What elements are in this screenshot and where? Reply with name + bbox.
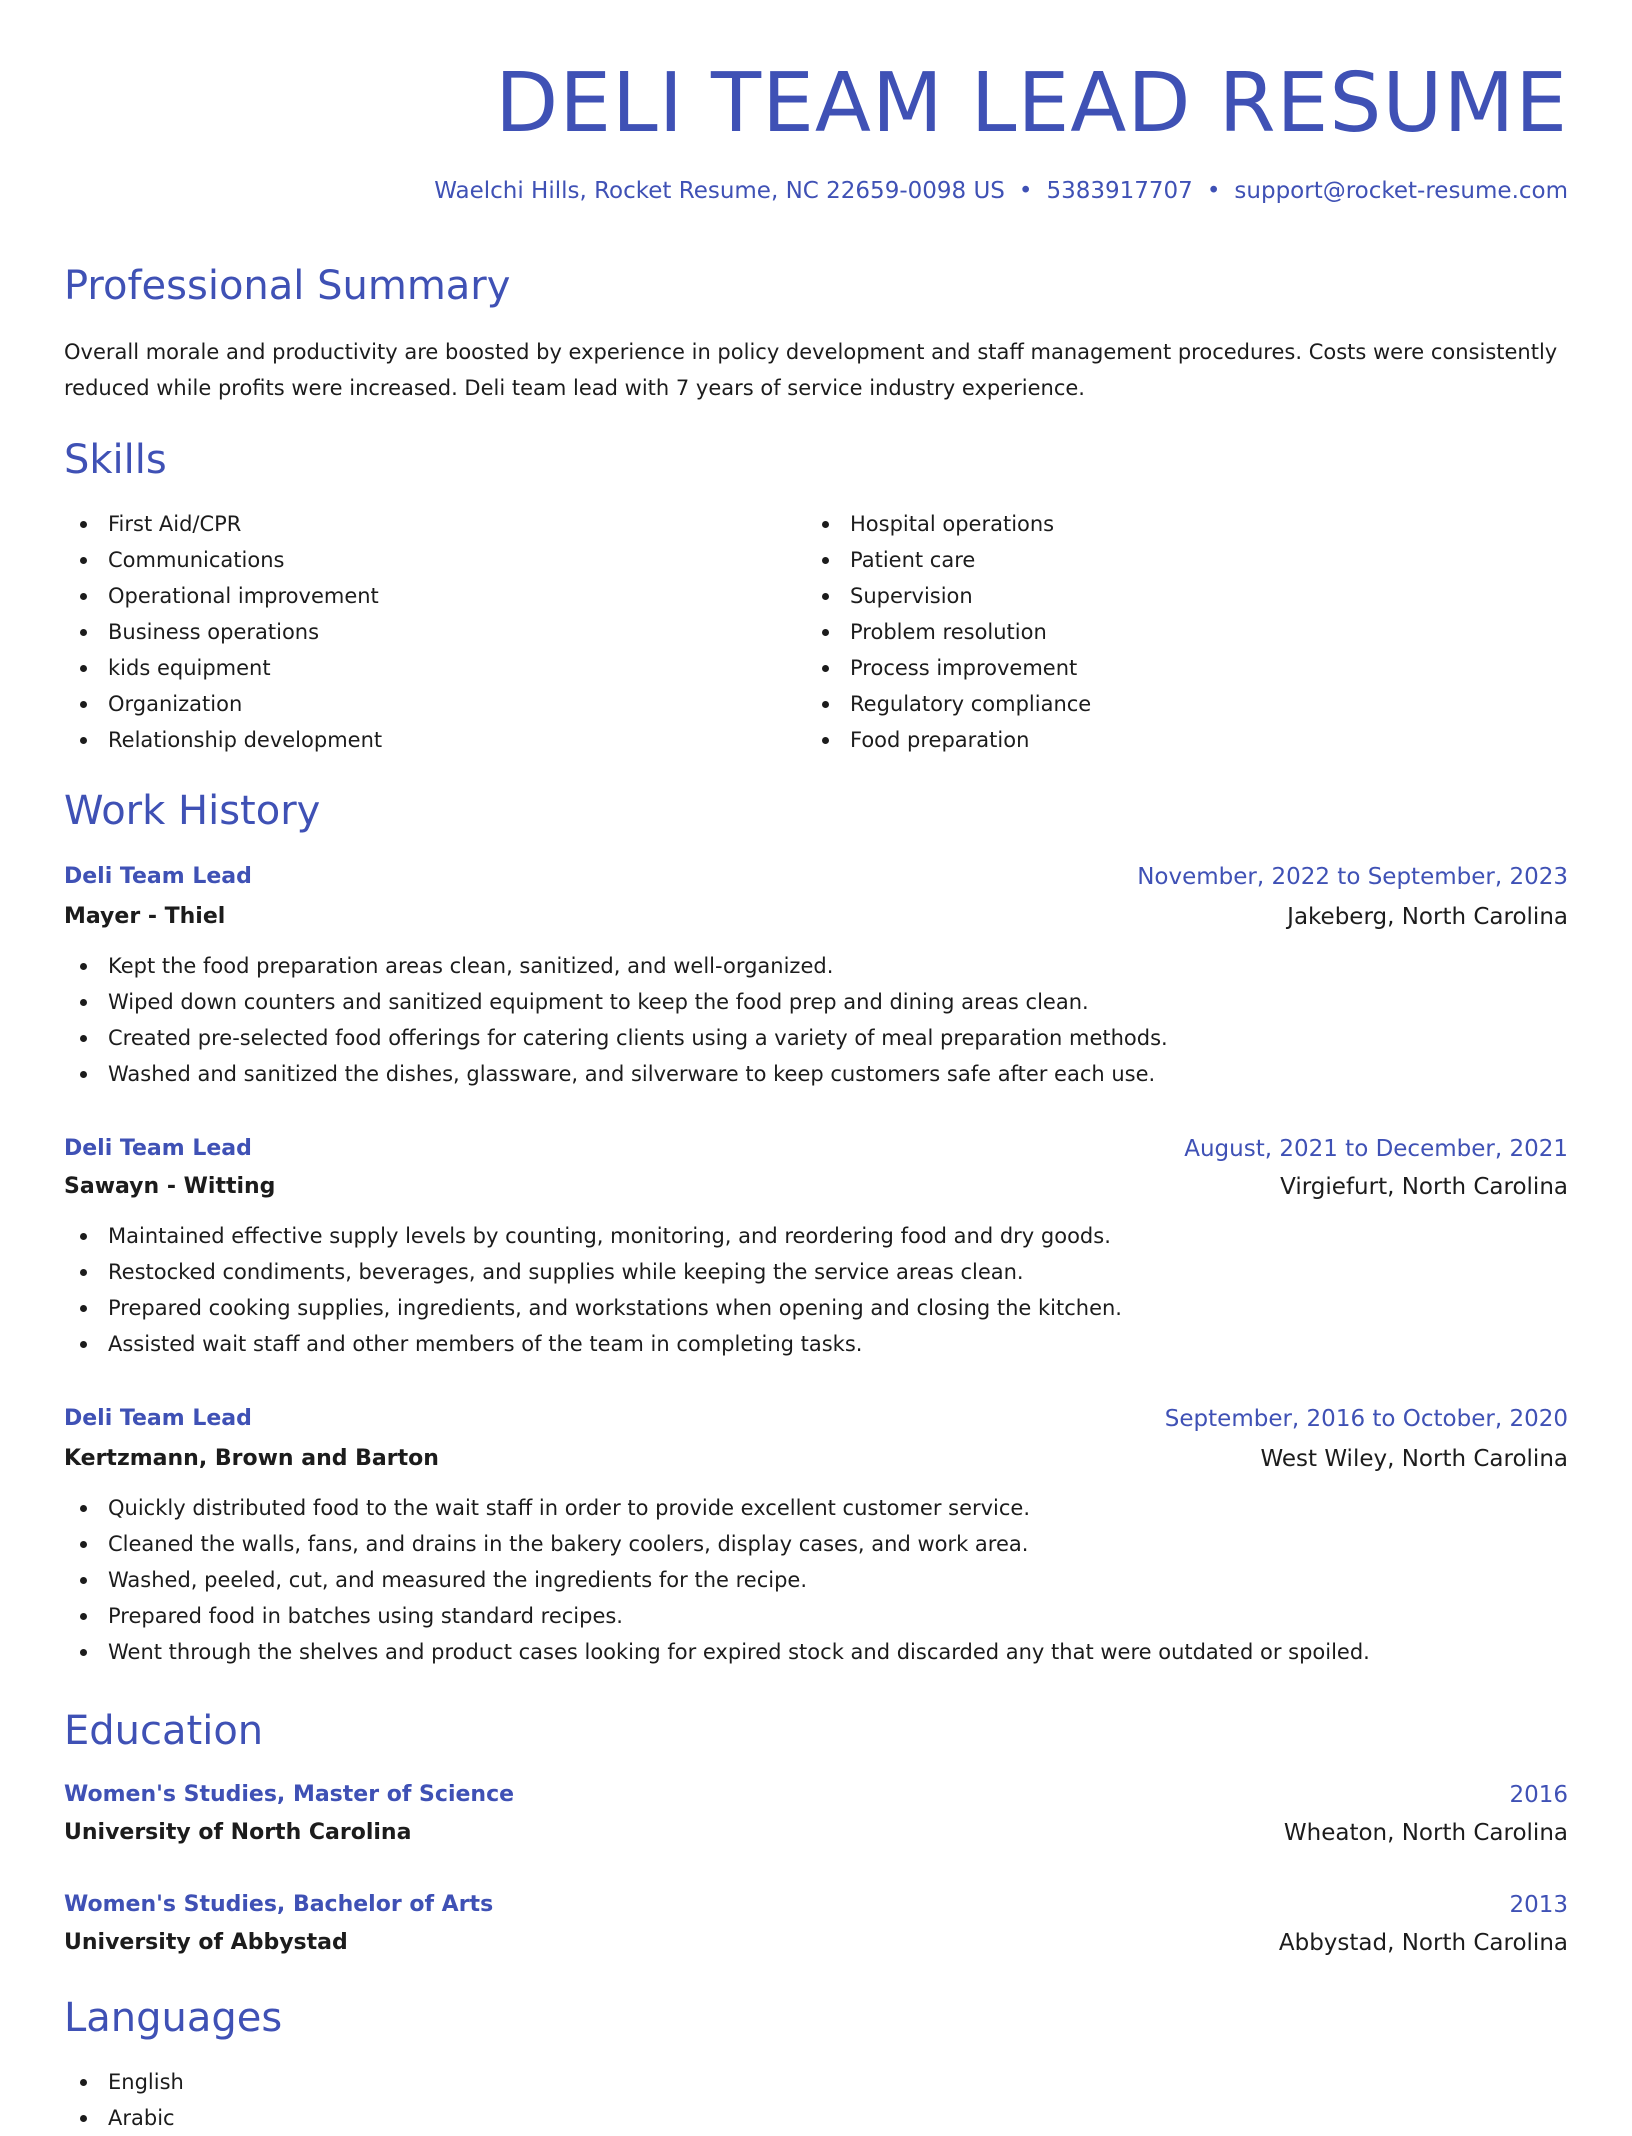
skill-item: Process improvement xyxy=(806,650,1506,686)
job-duty: Kept the food preparation areas clean, sanitized, and well-organized. xyxy=(64,948,1568,984)
work-entry xyxy=(64,1130,1568,1362)
school-name: University of North Carolina xyxy=(64,1820,412,1845)
job-location: Virgiefurt, North Carolina xyxy=(1280,1174,1568,1200)
contact-address: Waelchi Hills, Rocket Resume, NC 22659-0098 US xyxy=(434,178,1005,204)
skill-item: Problem resolution xyxy=(806,614,1506,650)
skill-item: Patient care xyxy=(806,542,1506,578)
section-title-work-history: Work History xyxy=(64,788,321,834)
school-location: Abbystad, North Carolina xyxy=(1278,1930,1568,1956)
job-dates: August, 2021 to December, 2021 xyxy=(1184,1136,1568,1162)
job-title: Deli Team Lead xyxy=(64,864,252,889)
section-title-education: Education xyxy=(64,1708,264,1754)
resume-page xyxy=(64,0,1568,2130)
graduation-year: 2016 xyxy=(1509,1782,1568,1808)
employer-name: Mayer - Thiel xyxy=(64,904,226,929)
work-entry xyxy=(64,1400,1568,1670)
language-item: English xyxy=(64,2064,764,2100)
job-duty: Cleaned the walls, fans, and drains in the bakery coolers, display cases, and work area. xyxy=(64,1526,1568,1562)
education-entry xyxy=(64,1886,1568,1962)
job-title: Deli Team Lead xyxy=(64,1136,252,1161)
skill-item: Communications xyxy=(64,542,764,578)
job-dates: November, 2022 to September, 2023 xyxy=(1137,864,1568,890)
section-title-languages: Languages xyxy=(64,1995,283,2041)
job-duty: Went through the shelves and product cases looking for expired stock and discarded any that were outdated or spoiled. xyxy=(64,1634,1568,1670)
school-location: Wheaton, North Carolina xyxy=(1283,1820,1568,1846)
skill-item: Organization xyxy=(64,686,764,722)
skills-list-left xyxy=(64,506,764,758)
job-duty: Restocked condiments, beverages, and supplies while keeping the service areas clean. xyxy=(64,1254,1568,1290)
job-dates: September, 2016 to October, 2020 xyxy=(1164,1406,1568,1432)
job-duty: Maintained effective supply levels by counting, monitoring, and reordering food and dry goods. xyxy=(64,1218,1568,1254)
skill-item: Hospital operations xyxy=(806,506,1506,542)
employer-name: Sawayn - Witting xyxy=(64,1174,276,1199)
contact-line xyxy=(434,178,1568,204)
skill-item: kids equipment xyxy=(64,650,764,686)
summary-text: Overall morale and productivity are boosted by experience in policy development and staff management procedures. Costs were consistently reduced while profits were increased. Deli team lead with 7 years of service industry experience. xyxy=(64,340,1558,400)
job-duties-list xyxy=(64,1490,1568,1670)
job-duty: Prepared food in batches using standard recipes. xyxy=(64,1598,1568,1634)
job-duty: Quickly distributed food to the wait staff in order to provide excellent customer service. xyxy=(64,1490,1568,1526)
skills-column-right xyxy=(806,506,1506,758)
languages-list xyxy=(64,2064,764,2136)
employer-name: Kertzmann, Brown and Barton xyxy=(64,1446,439,1471)
separator-dot: • xyxy=(1206,178,1221,204)
section-title-skills: Skills xyxy=(64,437,167,483)
school-name: University of Abbystad xyxy=(64,1930,348,1955)
graduation-year: 2013 xyxy=(1509,1892,1568,1918)
job-duty: Created pre-selected food offerings for catering clients using a variety of meal preparation methods. xyxy=(64,1020,1568,1056)
contact-phone: 5383917707 xyxy=(1046,178,1193,204)
section-title-summary: Professional Summary xyxy=(64,263,511,309)
separator-dot: • xyxy=(1018,178,1033,204)
job-duty: Assisted wait staff and other members of the team in completing tasks. xyxy=(64,1326,1568,1362)
resume-title: DELI TEAM LEAD RESUME xyxy=(495,56,1568,151)
skill-item: Business operations xyxy=(64,614,764,650)
job-duty: Washed, peeled, cut, and measured the ingredients for the recipe. xyxy=(64,1562,1568,1598)
job-duty: Washed and sanitized the dishes, glassware, and silverware to keep customers safe after each use. xyxy=(64,1056,1568,1092)
skills-list-right xyxy=(806,506,1506,758)
job-duties-list xyxy=(64,1218,1568,1362)
skill-item: Operational improvement xyxy=(64,578,764,614)
skill-item: Regulatory compliance xyxy=(806,686,1506,722)
job-duty: Wiped down counters and sanitized equipment to keep the food prep and dining areas clean. xyxy=(64,984,1568,1020)
education-entry xyxy=(64,1776,1568,1852)
languages-column xyxy=(64,2064,764,2136)
job-location: West Wiley, North Carolina xyxy=(1260,1446,1568,1472)
job-duties-list xyxy=(64,948,1568,1092)
skill-item: First Aid/CPR xyxy=(64,506,764,542)
skill-item: Food preparation xyxy=(806,722,1506,758)
work-entry xyxy=(64,858,1568,1092)
job-location: Jakeberg, North Carolina xyxy=(1287,904,1568,930)
degree-name: Women's Studies, Bachelor of Arts xyxy=(64,1892,494,1917)
degree-name: Women's Studies, Master of Science xyxy=(64,1782,515,1807)
skills-column-left xyxy=(64,506,764,758)
language-item: Arabic xyxy=(64,2100,764,2136)
job-title: Deli Team Lead xyxy=(64,1406,252,1431)
skill-item: Relationship development xyxy=(64,722,764,758)
job-duty: Prepared cooking supplies, ingredients, and workstations when opening and closing the kitchen. xyxy=(64,1290,1568,1326)
contact-email: support@rocket-resume.com xyxy=(1234,178,1568,204)
skill-item: Supervision xyxy=(806,578,1506,614)
